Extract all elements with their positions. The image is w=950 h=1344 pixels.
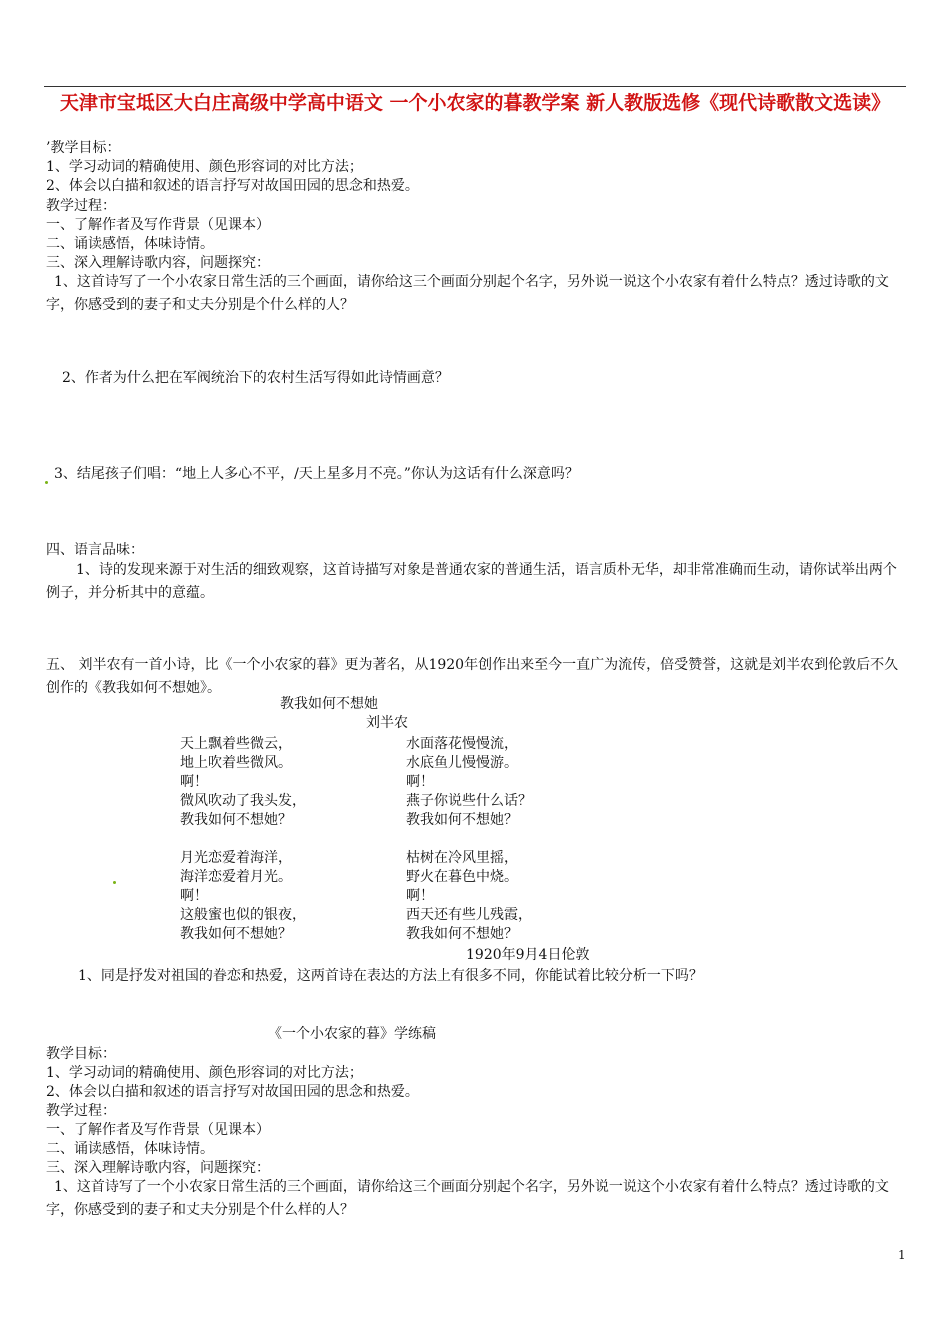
question-2: 2、作者为什么把在军阀统治下的农村生活写得如此诗情画意？ [62,370,449,386]
poem-line: 啊！ [180,888,208,904]
poem-author: 刘半农 [366,715,408,731]
document-title: 天津市宝坻区大白庄高级中学高中语文 一个小农家的暮教学案 新人教版选修《现代诗歌散文选读》 [59,92,891,114]
poem-line: 教我如何不想她？ [180,926,292,942]
poem-line: 燕子你说些什么话？ [406,793,532,809]
step-1: 一、了解作者及写作背景（见课本） [46,217,270,233]
step-5: 五、 刘半农有一首小诗，比《一个小农家的暮》更为著名，从1920年创作出来至今一直广为流传，倍受赞誉，这就是刘半农到伦敦后不久创作的《教我如何不想她》。 [46,657,899,696]
poem-date: 1920年9月4日伦敦 [466,947,590,963]
ws-step-3: 三、深入理解诗歌内容，问题探究： [46,1160,270,1176]
ws-goal-2: 2、体会以白描和叙述的语言抒写对故国田园的思念和热爱。 [46,1084,419,1100]
poem-line: 啊！ [406,888,434,904]
poem-title: 教我如何不想她 [280,696,378,712]
question-1: 1、这首诗写了一个小农家日常生活的三个画面，请你给这三个画面分别起个名字，另外说一说这个小农家有着什么特点？透过诗歌的文字，你感受到的妻子和丈夫分别是个什么样的人？ [46,274,889,313]
poem-line: 教我如何不想她？ [406,926,518,942]
poem-line: 啊！ [406,774,434,790]
step-3: 三、深入理解诗歌内容，问题探究： [46,255,270,271]
ws-goals-heading: 教学目标： [46,1046,116,1062]
ws-question-1: 1、这首诗写了一个小农家日常生活的三个画面，请你给这三个画面分别起个名字，另外说一说这个小农家有着什么特点？透过诗歌的文字，你感受到的妻子和丈夫分别是个什么样的人？ [46,1179,889,1218]
goals-heading: ’教学目标： [46,140,121,156]
process-heading: 教学过程： [46,198,116,214]
decorative-dot [45,481,48,484]
ws-goal-1: 1、学习动词的精确使用、颜色形容词的对比方法； [46,1065,363,1081]
poem-line: 微风吹动了我头发， [180,793,306,809]
poem-line: 教我如何不想她？ [180,812,292,828]
poem-line: 啊！ [180,774,208,790]
poem-line: 教我如何不想她？ [406,812,518,828]
poem-line: 水底鱼儿慢慢游。 [406,755,518,771]
ws-step-1: 一、了解作者及写作背景（见课本） [46,1122,270,1138]
poem-line: 天上飘着些微云， [180,736,292,752]
poem-line: 地上吹着些微风。 [180,755,292,771]
goal-2: 2、体会以白描和叙述的语言抒写对故国田园的思念和热爱。 [46,178,419,194]
question-4: 1、诗的发现来源于对生活的细致观察，这首诗描写对象是普通农家的普通生活，语言质朴无华，却非常准确而生动，请你试举出两个例子，并分析其中的意蕴。 [46,562,897,601]
goal-1: 1、学习动词的精确使用、颜色形容词的对比方法； [46,159,363,175]
poem-line: 枯树在冷风里摇， [406,850,518,866]
poem-left-column [180,735,306,944]
ws-step-2: 二、诵读感悟，体味诗情。 [46,1141,214,1157]
poem-line: 西天还有些儿残霞， [406,907,532,923]
poem-line: 海洋恋爱着月光。 [180,869,292,885]
step-2: 二、诵读感悟，体味诗情。 [46,236,214,252]
page-number: 1 [898,1248,906,1262]
poem-line: 这般蜜也似的银夜， [180,907,306,923]
decorative-dot [113,881,116,884]
poem-line [406,830,532,849]
poem-line: 野火在暮色中烧。 [406,869,518,885]
header-rule [44,86,906,87]
poem-line: 月光恋爱着海洋， [180,850,292,866]
poem-line: 水面落花慢慢流， [406,736,518,752]
poem-line [180,830,306,849]
ws-process-heading: 教学过程： [46,1103,116,1119]
question-5: 1、同是抒发对祖国的眷恋和热爱，这两首诗在表达的方法上有很多不同，你能试着比较分析一下吗？ [78,968,703,984]
poem-right-column [406,735,532,944]
question-3: 3、结尾孩子们唱：“地上人多心不平，/天上星多月不亮。”你认为这话有什么深意吗？ [54,466,579,482]
step-4: 四、语言品味： [46,542,144,558]
worksheet-title: 《一个小农家的暮》学练稿 [268,1026,436,1042]
